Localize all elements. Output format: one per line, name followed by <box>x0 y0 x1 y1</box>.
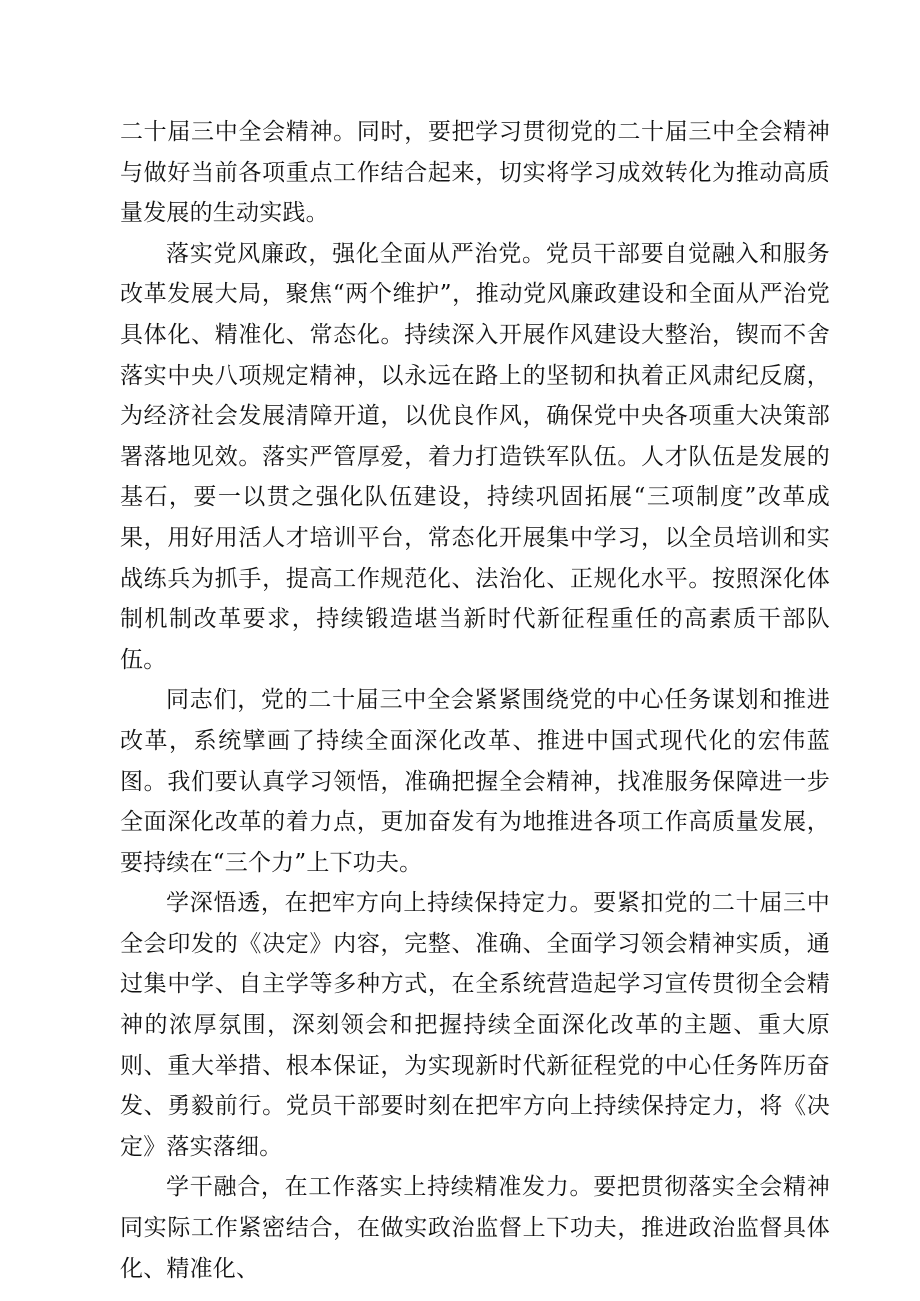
document-body <box>120 112 830 1289</box>
paragraph-party-conduct: 落实党风廉政，强化全面从严治党。党员干部要自觉融入和服务改革发展大局，聚焦“两个维护”，推动党风廉政建设和全面从严治党具体化、精准化、常态化。持续深入开展作风建设大整治，锲而不舍落实中央八项规定精神，以永远在路上的坚韧和执着正风肃纪反腐，为经济社会发展清障开道，以优良作风，确保党中央各项重大决策部署落地见效。落实严管厚爱，着力打造铁军队伍。人才队伍是发展的基石，要一以贯之强化队伍建设，持续巩固拓展“三项制度”改革成果，用好用活人才培训平台，常态化开展集中学习，以全员培训和实战练兵为抓手，提高工作规范化、法治化、正规化水平。按照深化体制机制改革要求，持续锻造堪当新时代新征程重任的高素质干部队伍。 <box>120 240 830 673</box>
paragraph-comrades: 同志们，党的二十届三中全会紧紧围绕党的中心任务谋划和推进改革，系统擘画了持续全面深化改革、推进中国式现代化的宏伟蓝图。我们要认真学习领悟，准确把握全会精神，找准服务保障进一步全面深化改革的着力点，更加奋发有为地推进各项工作高质量发展，要持续在“三个力”上下功夫。 <box>120 687 830 876</box>
paragraph-study-deeply: 学深悟透，在把牢方向上持续保持定力。要紧扣党的二十届三中全会印发的《决定》内容，完整、准确、全面学习领会精神实质，通过集中学、自主学等多种方式，在全系统营造起学习宣传贯彻全会精神的浓厚氛围，深刻领会和把握持续全面深化改革的主题、重大原则、重大举措、根本保证，为实现新时代新征程党的中心任务阵历奋发、勇毅前行。党员干部要时刻在把牢方向上持续保持定力，将《决定》落实落细。 <box>120 890 830 1160</box>
paragraph-continuation: 二十届三中全会精神。同时，要把学习贯彻党的二十届三中全会精神与做好当前各项重点工作结合起来，切实将学习成效转化为推动高质量发展的生动实践。 <box>120 119 830 227</box>
paragraph-study-work-integration: 学干融合，在工作落实上持续精准发力。要把贯彻落实全会精神同实际工作紧密结合，在做实政治监督上下功夫，推进政治监督具体化、精准化、 <box>120 1174 830 1282</box>
